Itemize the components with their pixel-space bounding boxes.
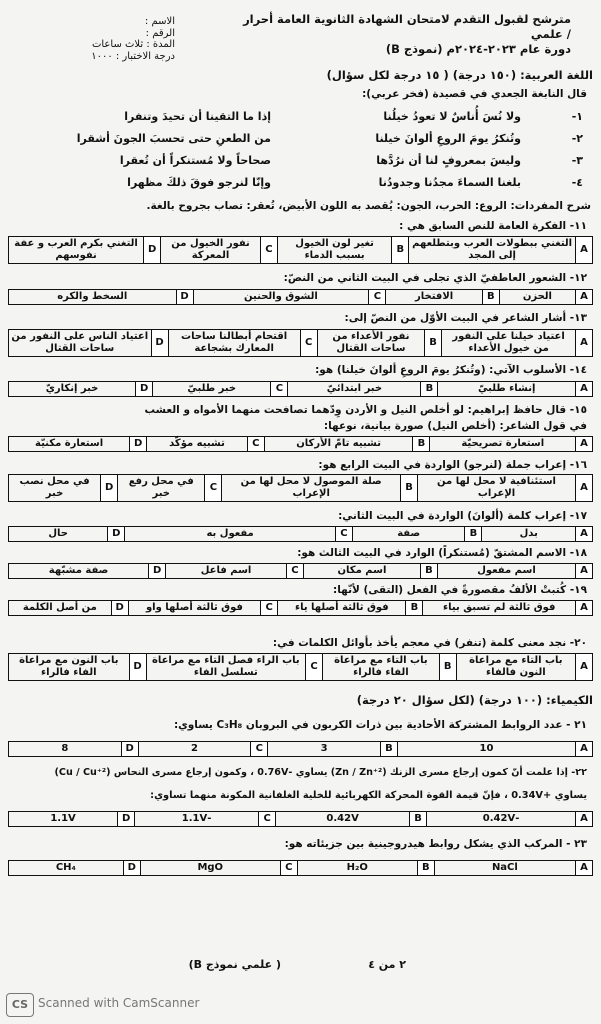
option-c[interactable]: الشوق والحنين <box>193 290 369 305</box>
poem-verse-first-half: وليسَ بمعروفٍ لنا أن نرُدَّها <box>376 154 521 167</box>
option-letter-b: B <box>425 330 442 357</box>
options-table-11 <box>8 236 593 264</box>
option-b[interactable]: 0.42V <box>276 812 410 827</box>
poem-verse-first-half: وتُنكرُ يومَ الروعِ ألوانَ خيلنا <box>375 132 521 145</box>
option-letter-a: A <box>576 654 593 681</box>
option-b[interactable]: صفة <box>352 527 465 542</box>
options-table-16 <box>8 474 593 502</box>
option-d[interactable]: CH₄ <box>9 861 124 876</box>
option-a[interactable]: باب التاء مع مراعاة النون فالفاء <box>456 654 575 681</box>
option-d[interactable]: التغني بكرم العرب و عفة نفوسهم <box>9 237 144 264</box>
option-letter-a: A <box>576 861 593 876</box>
option-letter-b: B <box>410 812 427 827</box>
option-letter-d: D <box>144 237 161 264</box>
option-c[interactable]: مفعول به <box>125 527 336 542</box>
question-18: ١٨- الاسم المشتقّ (مُستنكراً) الوارد في البيت الثالث هو: <box>297 547 587 559</box>
option-c[interactable]: نفور الخيول من المعركة <box>161 237 261 264</box>
options-table-22 <box>8 811 593 827</box>
poem-verse-first-half: بلغنا السماءَ مجدُنا وجدودُنا <box>378 176 521 189</box>
option-a[interactable]: بدل <box>482 527 576 542</box>
options-table-15 <box>8 436 593 452</box>
option-letter-d: D <box>118 812 135 827</box>
option-c[interactable]: اسم فاعل <box>166 564 287 579</box>
option-c[interactable]: في محل رفع خبر <box>118 475 205 502</box>
poem-verse-second-half: من الطعنِ حتى تحسبَ الجونَ أشقرا <box>76 132 271 145</box>
option-c[interactable]: -1.1V <box>135 812 259 827</box>
option-b[interactable]: الافتخار <box>386 290 482 305</box>
option-a[interactable]: 10 <box>397 742 575 757</box>
question-21: ٢١ - عدد الروابط المشتركة الأحادية بين ذرات الكربون في البروبان C₃H₈ يساوي: <box>173 719 587 731</box>
option-letter-a: A <box>576 564 593 579</box>
option-letter-d: D <box>176 290 193 305</box>
question-16: ١٦- إعراب جملة (لنرجو) الواردة في البيت الرابع هو: <box>318 459 587 471</box>
option-letter-d: D <box>129 654 146 681</box>
option-d[interactable]: خبر إنكاريّ <box>9 382 136 397</box>
poem-verse-number: ٣- <box>571 154 583 167</box>
question-17: ١٧- إعراب كلمة (ألوانَ) الواردة في البيت الثاني: <box>338 510 587 522</box>
camscanner-logo-icon: CS <box>6 993 34 1017</box>
camscanner-watermark: Scanned with CamScanner <box>38 996 200 1010</box>
option-letter-c: C <box>300 330 317 357</box>
vocabulary-gloss: شرح المفردات: الروع: الحرب، الجون: يُقصد به اللون الأبيض، تُعقر: تصاب بجروح بالغة. <box>146 200 591 212</box>
option-a[interactable]: فوق ثالثة لم تسبق بياء <box>423 601 576 616</box>
option-letter-b: B <box>482 290 499 305</box>
option-d[interactable]: صفة مشبّهة <box>9 564 149 579</box>
option-letter-c: C <box>260 237 277 264</box>
options-table-23 <box>8 860 593 876</box>
question-11: ١١- الفكرة العامة للنص السابق هي : <box>399 220 587 232</box>
option-a[interactable]: استعارة تصريحيّة <box>430 437 576 452</box>
question-22-prompt: يساوي +0.34V ، فإنّ قيمة القوة المحركة الكهربائية للخلية الغلفانية المكونة منهما تساوي: <box>150 790 587 801</box>
option-c[interactable]: اقتحام أبطالنا ساحات المعارك بشجاعة <box>168 330 300 357</box>
options-table-21 <box>8 741 593 757</box>
options-table-18 <box>8 563 593 579</box>
header-line-2: دورة عام ٢٠٢٣-٢٠٢٤م (نموذج B) <box>385 42 571 56</box>
question-15: ١٥- قال حافظ إبراهيم: لو أخلص النيل و الأردن وِدّهما تصافحت منهما الأمواه و العشب <box>144 404 587 416</box>
option-letter-a: A <box>576 382 593 397</box>
page-number: ٢ من ٤ <box>368 958 406 971</box>
option-letter-c: C <box>261 601 278 616</box>
option-letter-a: A <box>576 601 593 616</box>
option-b[interactable]: صلة الموصول لا محل لها من الإعراب <box>222 475 401 502</box>
option-b[interactable]: تشبيه تامّ الأركان <box>264 437 413 452</box>
option-b[interactable]: 3 <box>268 742 381 757</box>
option-c[interactable]: فوق ثالثة أصلها واو <box>128 601 261 616</box>
option-d[interactable]: من أصل الكلمة <box>9 601 112 616</box>
option-letter-c: C <box>280 861 297 876</box>
question-15-prompt: في قول الشاعر: (أخلص النيل) صورة بيانية، نوعها: <box>323 420 587 432</box>
poem-verse-first-half: ولا نُسَ أُناسٌ لا تعودُ خيلُنا <box>383 110 521 123</box>
option-letter-a: A <box>576 237 593 264</box>
option-letter-d: D <box>101 475 118 502</box>
option-b[interactable]: H₂O <box>297 861 417 876</box>
option-d[interactable]: في محل نصب خبر <box>9 475 101 502</box>
option-a[interactable]: -0.42V <box>427 812 576 827</box>
option-letter-c: C <box>205 475 222 502</box>
option-letter-d: D <box>149 564 166 579</box>
option-letter-b: B <box>421 382 438 397</box>
option-b[interactable]: تغير لون الخيول بسبب الدماء <box>277 237 391 264</box>
option-b[interactable]: خبر ابتدائيّ <box>288 382 421 397</box>
option-letter-a: A <box>576 527 593 542</box>
option-letter-b: B <box>439 654 456 681</box>
option-a[interactable]: اسم مفعول <box>437 564 575 579</box>
option-letter-b: B <box>413 437 430 452</box>
arabic-section-title: اللغة العربية: (١٥٠ درجة) ( ١٥ درجة لكل سؤال) <box>326 68 593 82</box>
options-table-13 <box>8 329 593 357</box>
meta-score: درجة الاختبار : ١٠٠٠ <box>91 50 175 62</box>
poem-verse-second-half: إذا ما التقينا أن تحيدَ وتنفرا <box>124 110 271 123</box>
question-23: ٢٣ - المركب الذي يشكل روابط هيدروجينية بين جزيئاته هو: <box>284 838 587 850</box>
option-letter-c: C <box>335 527 352 542</box>
option-letter-a: A <box>576 812 593 827</box>
options-table-20 <box>8 653 593 681</box>
option-b[interactable]: نفور الأعداء من ساحات القتال <box>317 330 424 357</box>
option-letter-d: D <box>121 742 138 757</box>
option-d[interactable]: 1.1V <box>9 812 118 827</box>
option-letter-a: A <box>576 290 593 305</box>
option-letter-c: C <box>286 564 303 579</box>
option-letter-b: B <box>420 564 437 579</box>
option-letter-c: C <box>306 654 323 681</box>
option-a[interactable]: الحزن <box>499 290 575 305</box>
option-d[interactable]: 8 <box>9 742 122 757</box>
option-letter-b: B <box>465 527 482 542</box>
chemistry-section-title: الكيمياء: (١٠٠ درجة) (لكل سؤال ٢٠ درجة) <box>356 693 593 707</box>
header-line-1: مترشح لقبول التقدم لامتحان الشهادة الثانوية العامة أحرار / علمي <box>243 12 571 41</box>
poem-verse-number: ١- <box>571 110 583 123</box>
option-letter-d: D <box>108 527 125 542</box>
option-letter-c: C <box>369 290 386 305</box>
options-table-17 <box>8 526 593 542</box>
question-13: ١٣- أشار الشاعر في البيت الأوّل من النصّ إلى: <box>344 312 587 324</box>
option-letter-d: D <box>123 861 140 876</box>
option-letter-c: C <box>251 742 268 757</box>
option-a[interactable]: التغني ببطولات العرب وبتطلعهم إلى المجد <box>409 237 576 264</box>
option-b[interactable]: باب التاء مع مراعاة الفاء فالراء <box>323 654 440 681</box>
question-12: ١٢- الشعور العاطفيّ الذي تجلى في البيت الثاني من النصّ: <box>283 272 587 284</box>
poem-intro: قال النابغة الجعدي في قصيدة (فخر عربي): <box>362 88 587 100</box>
options-table-19 <box>8 600 593 616</box>
option-letter-d: D <box>136 382 153 397</box>
poem-verse-second-half: وإنّا لنرجو فوقَ ذلكَ مظهرا <box>127 176 271 189</box>
option-letter-d: D <box>111 601 128 616</box>
meta-name: الاسم : <box>144 16 175 27</box>
option-letter-d: D <box>151 330 168 357</box>
exam-header <box>241 12 571 57</box>
question-20: ٢٠- نجد معنى كلمة (تنفر) في معجم يأخذ بأوائل الكلمات في: <box>272 637 587 649</box>
model-label: ( علمي نموذج B) <box>188 958 281 971</box>
option-a[interactable]: اعتياد خيلنا على النفور من خيول الأعداء <box>442 330 576 357</box>
option-a[interactable]: NaCl <box>434 861 575 876</box>
option-c[interactable]: خبر طلبيّ <box>153 382 271 397</box>
question-22: ٢٢- إذا علمت أنّ كمون إرجاع مسرى الزنك (Zn / Zn⁺²) يساوي -0.76V ، وكمون إرجاع مسرى النحاس (Cu / Cu⁺²) <box>54 767 587 778</box>
student-meta <box>55 16 175 62</box>
question-19: ١٩- كُتبتْ الألفُ مقصورةً في الفعل (التقى) لأنّها: <box>333 584 587 596</box>
option-letter-b: B <box>380 742 397 757</box>
option-d[interactable]: حال <box>9 527 108 542</box>
question-14: ١٤- الأسلوب الآتي: (وتُنكرُ يومَ الروعِ ألوانَ خيلنا) هو: <box>315 364 587 376</box>
meta-duration: المدة : ثلاث ساعات <box>91 39 175 50</box>
option-c[interactable]: MgO <box>140 861 280 876</box>
option-letter-b: B <box>392 237 409 264</box>
options-table-12 <box>8 289 593 305</box>
option-letter-c: C <box>247 437 264 452</box>
option-a[interactable]: إنشاء طلبيّ <box>438 382 576 397</box>
option-d[interactable]: استعارة مكنيّة <box>9 437 130 452</box>
poem-verse-number: ٤- <box>571 176 583 189</box>
option-letter-b: B <box>406 601 423 616</box>
option-b[interactable]: فوق ثالثة أصلها ياء <box>278 601 406 616</box>
poem-verse-number: ٢- <box>571 132 583 145</box>
option-letter-d: D <box>130 437 147 452</box>
option-letter-a: A <box>576 330 593 357</box>
option-a[interactable]: استئنافية لا محل لها من الإعراب <box>418 475 576 502</box>
meta-number: الرقم : <box>145 27 175 39</box>
option-letter-c: C <box>271 382 288 397</box>
option-c[interactable]: 2 <box>138 742 251 757</box>
option-d[interactable]: اعتياد الناس على النفور من ساحات القتال <box>9 330 152 357</box>
option-letter-a: A <box>576 742 593 757</box>
option-b[interactable]: اسم مكان <box>303 564 420 579</box>
option-letter-a: A <box>576 475 593 502</box>
option-d[interactable]: السخط والكره <box>9 290 177 305</box>
options-table-14 <box>8 381 593 397</box>
option-d[interactable]: باب النون مع مراعاة الفاء فالراء <box>9 654 130 681</box>
option-letter-b: B <box>401 475 418 502</box>
poem-verse-second-half: صحاحاً ولا مُستنكراً أن تُعقرا <box>119 154 271 167</box>
option-letter-b: B <box>417 861 434 876</box>
option-letter-a: A <box>576 437 593 452</box>
option-c[interactable]: باب الراء فصل التاء مع مراعاة تسلسل الفاء <box>146 654 306 681</box>
option-letter-c: C <box>259 812 276 827</box>
option-c[interactable]: تشبيه مؤكّد <box>147 437 248 452</box>
